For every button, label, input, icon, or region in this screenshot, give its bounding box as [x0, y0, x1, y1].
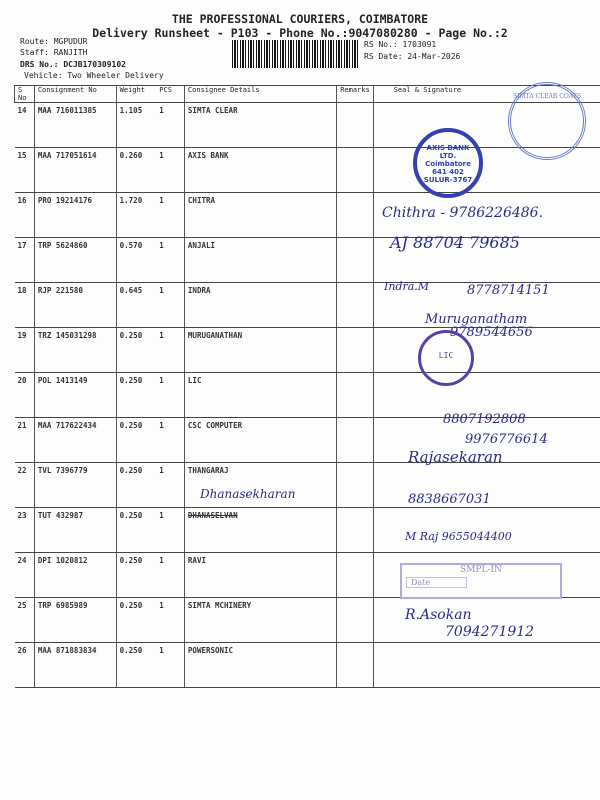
pieces: 1 — [156, 238, 184, 283]
row-sno: 14 — [15, 103, 35, 148]
vehicle: Vehicle: Two Wheeler Delivery — [24, 71, 164, 80]
row-sno: 18 — [15, 283, 35, 328]
table-row — [15, 508, 600, 553]
remarks-cell — [337, 463, 374, 508]
consignment-number: TVL 7396779 — [34, 463, 116, 508]
pieces: 1 — [156, 328, 184, 373]
smpl-date-label: Date — [406, 577, 467, 588]
row-sno: 22 — [15, 463, 35, 508]
signature-thangaraj: Rajasekaran — [408, 448, 503, 466]
weight: 0.250 — [116, 328, 156, 373]
simta-seal-stamp — [508, 82, 586, 160]
weight: 0.645 — [116, 283, 156, 328]
consignment-number: PRO 19214176 — [34, 193, 116, 238]
row-sno: 26 — [15, 643, 35, 688]
col-consignment: Consignment No — [34, 86, 116, 103]
weight: 0.250 — [116, 418, 156, 463]
lic-stamp — [418, 330, 474, 386]
consignment-number: MAA 716011385 — [34, 103, 116, 148]
handwritten-consignee: Dhanasekharan — [200, 487, 296, 501]
phone-csc: 8807192808 — [443, 412, 526, 427]
consignee-name: INDRA — [184, 283, 336, 328]
drs-number: DRS No.: DCJB170309102 — [20, 60, 126, 69]
weight: 0.250 — [116, 553, 156, 598]
pieces: 1 — [156, 148, 184, 193]
consignment-number: DPI 1020812 — [34, 553, 116, 598]
weight: 0.570 — [116, 238, 156, 283]
weight: 0.250 — [116, 463, 156, 508]
row-sno: 21 — [15, 418, 35, 463]
phone-dhanasekharan: 8838667031 — [408, 492, 491, 507]
table-row — [15, 643, 600, 688]
consignee-name: DHANASELVAN — [184, 508, 336, 553]
weight: 0.250 — [116, 508, 156, 553]
remarks-cell — [337, 328, 374, 373]
consignee-name: SIMTA CLEAR — [184, 103, 336, 148]
rs-number: RS No.: 1703091 — [364, 40, 437, 49]
row-sno: 19 — [15, 328, 35, 373]
remarks-cell — [337, 238, 374, 283]
signature-asokan: R.Asokan — [405, 607, 472, 623]
signature-indra: Indra.M — [384, 280, 430, 293]
remarks-cell — [337, 103, 374, 148]
pieces: 1 — [156, 598, 184, 643]
consignment-number: TUT 432987 — [34, 508, 116, 553]
remarks-cell — [337, 598, 374, 643]
pieces: 1 — [156, 193, 184, 238]
consignee-name: RAVI — [184, 553, 336, 598]
weight: 0.250 — [116, 373, 156, 418]
consignee-name: SIMTA MCHINERY — [184, 598, 336, 643]
col-remarks: Remarks — [337, 86, 374, 103]
route: Route: MGPUDUR — [20, 37, 88, 46]
weight: 1.720 — [116, 193, 156, 238]
table-row — [15, 373, 600, 418]
rs-date: RS Date: 24-Mar-2026 — [364, 52, 461, 61]
remarks-cell — [337, 283, 374, 328]
row-sno: 24 — [15, 553, 35, 598]
consignment-number: POL 1413149 — [34, 373, 116, 418]
pieces: 1 — [156, 373, 184, 418]
weight: 1.105 — [116, 103, 156, 148]
row-sno: 25 — [15, 598, 35, 643]
consignee-name: ANJALI — [184, 238, 336, 283]
axis-bank-stamp — [413, 128, 483, 198]
signature-anjali: AJ 88704 79685 — [390, 233, 520, 252]
weight: 0.250 — [116, 643, 156, 688]
remarks-cell — [337, 508, 374, 553]
consignee-name: MURUGANATHAN — [184, 328, 336, 373]
lic-stamp-text: LIC — [438, 351, 454, 360]
consignee-name: THANGARAJ — [184, 463, 336, 508]
remarks-cell — [337, 373, 374, 418]
row-sno: 23 — [15, 508, 35, 553]
pieces: 1 — [156, 283, 184, 328]
remarks-cell — [337, 193, 374, 238]
seal-signature-cell — [373, 643, 600, 688]
consignment-number: MAA 717051614 — [34, 148, 116, 193]
consignee-name: POWERSONIC — [184, 643, 336, 688]
company-title: THE PROFESSIONAL COURIERS, COIMBATORE — [171, 12, 429, 26]
table-row — [15, 148, 600, 193]
runsheet-subtitle: Delivery Runsheet - P103 - Phone No.:9047080280 - Page No.:2 — [92, 26, 508, 40]
remarks-cell — [337, 148, 374, 193]
seal-signature-cell — [373, 373, 600, 418]
consignment-number: TRP 5624860 — [34, 238, 116, 283]
consignee-name: AXIS BANK — [184, 148, 336, 193]
weight: 0.260 — [116, 148, 156, 193]
signature-chitra: Chithra - 9786226486. — [382, 205, 544, 221]
phone-indra: 8778714151 — [467, 283, 550, 298]
remarks-cell — [337, 553, 374, 598]
consignment-number: TRP 6985989 — [34, 598, 116, 643]
col-weight: Weight — [116, 86, 156, 103]
phone-muruganathan: 9789544656 — [450, 325, 533, 340]
remarks-cell — [337, 643, 374, 688]
axis-stamp-text: AXIS BANK LTD. Coimbatore 641 402 SULUR-3767 — [423, 144, 473, 184]
phone-thangaraj: 9976776614 — [465, 432, 548, 447]
col-sno: S No — [15, 86, 35, 103]
pieces: 1 — [156, 463, 184, 508]
consignment-number: RJP 221580 — [34, 283, 116, 328]
pieces: 1 — [156, 643, 184, 688]
weight: 0.250 — [116, 598, 156, 643]
row-sno: 15 — [15, 148, 35, 193]
simta-seal-text: SIMTA CLEAR COATS — [513, 93, 581, 100]
pieces: 1 — [156, 103, 184, 148]
consignment-number: TRZ 145031298 — [34, 328, 116, 373]
col-pcs: PCS — [156, 86, 184, 103]
consignment-number: MAA 717622434 — [34, 418, 116, 463]
consignee-name: CHITRA — [184, 193, 336, 238]
phone-asokan: 7094271912 — [445, 624, 535, 640]
col-consignee: Consignee Details — [184, 86, 336, 103]
consignee-name: LIC — [184, 373, 336, 418]
row-sno: 20 — [15, 373, 35, 418]
table-row — [15, 463, 600, 508]
signature-muruganathan: Muruganatham — [425, 312, 528, 327]
row-sno: 16 — [15, 193, 35, 238]
consignment-number: MAA 871883834 — [34, 643, 116, 688]
consignee-name: CSC COMPUTER — [184, 418, 336, 463]
barcode — [232, 40, 360, 68]
pieces: 1 — [156, 418, 184, 463]
smpl-stamp-text: SMPL-IN — [460, 565, 502, 575]
remarks-cell — [337, 418, 374, 463]
pieces: 1 — [156, 553, 184, 598]
smpl-stamp — [400, 563, 562, 599]
signature-ravi: M Raj 9655044400 — [405, 530, 512, 543]
pieces: 1 — [156, 508, 184, 553]
row-sno: 17 — [15, 238, 35, 283]
col-seal: Seal & Signature — [373, 86, 600, 103]
staff: Staff: RANJITH — [20, 48, 88, 57]
